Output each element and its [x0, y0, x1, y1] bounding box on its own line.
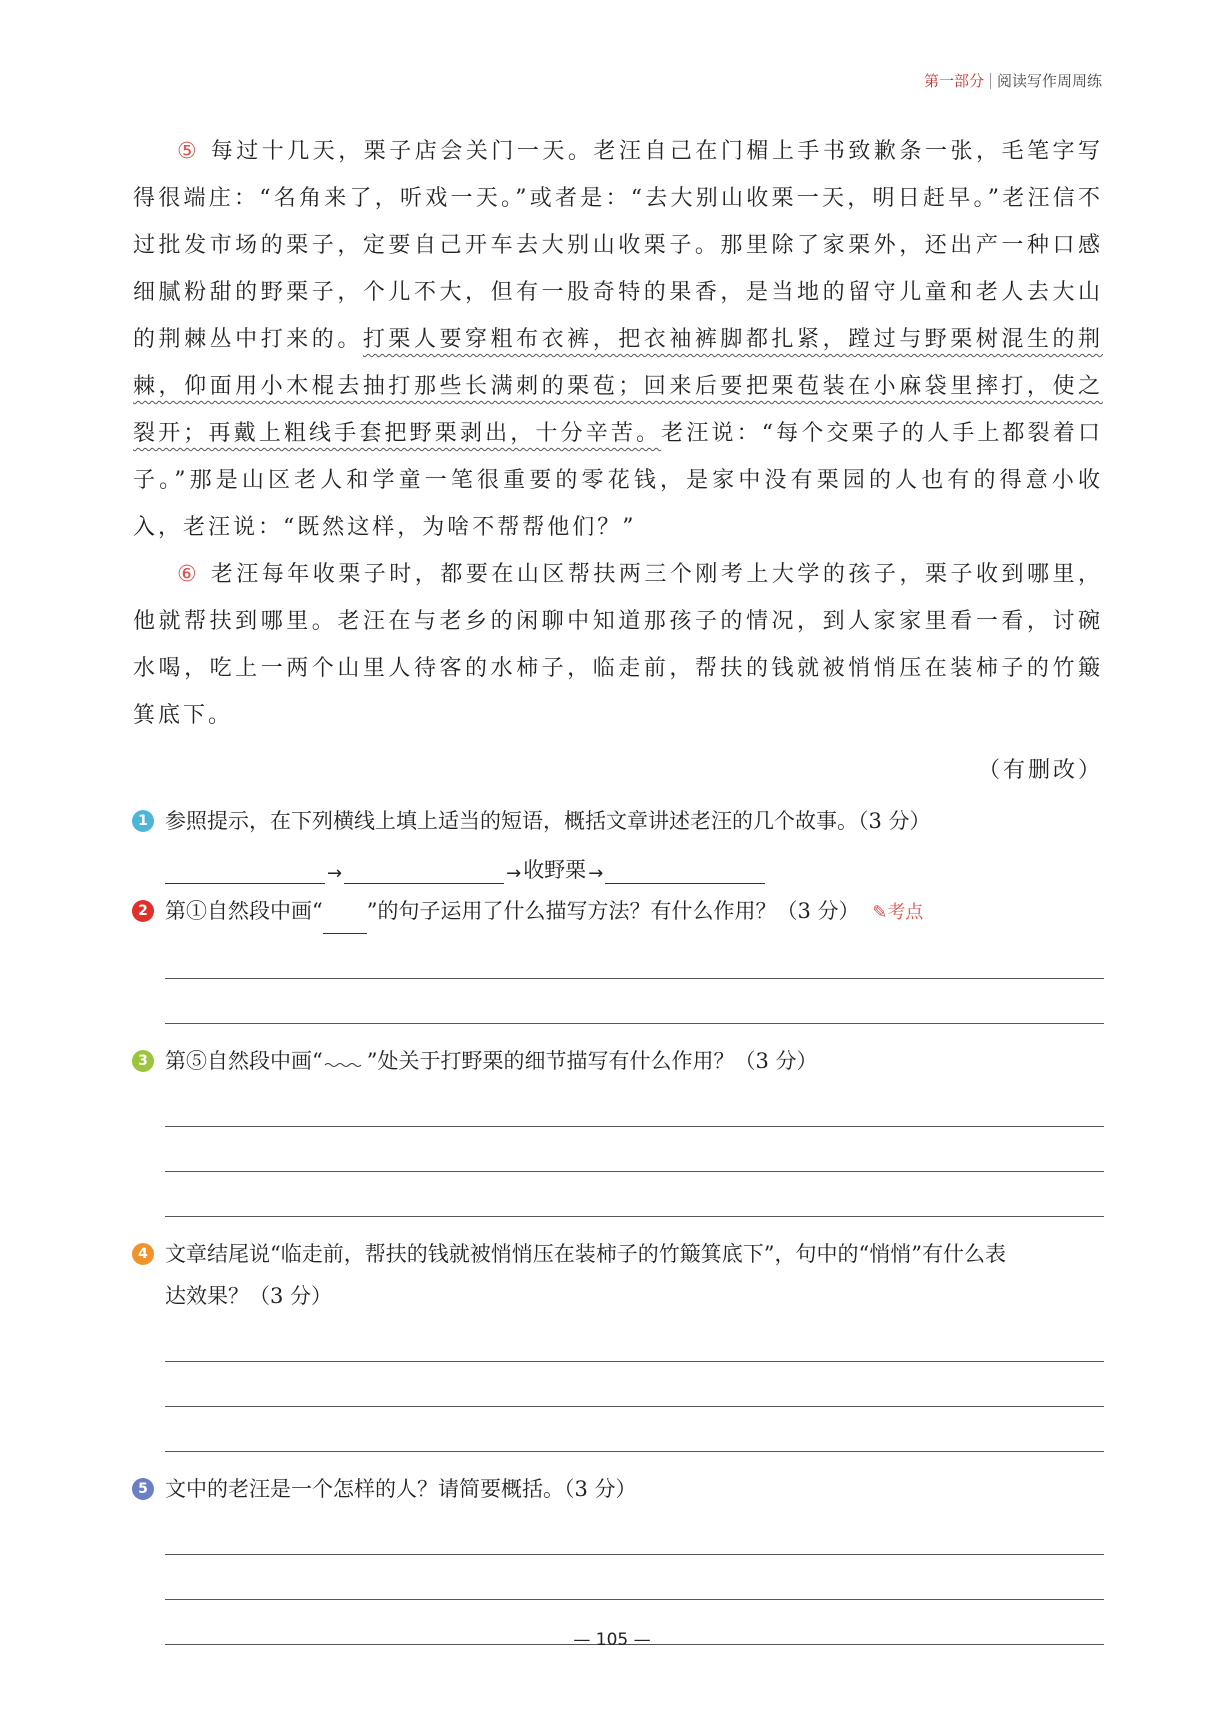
paragraph-6	[133, 551, 1103, 739]
question-4-text-b: 达效果？（3 分）	[165, 1284, 333, 1308]
question-1-blanks	[165, 842, 1104, 884]
answer-blank-3[interactable]	[605, 857, 765, 884]
question-4	[132, 1233, 1104, 1275]
question-5-badge: 5	[132, 1478, 154, 1500]
question-4-text-a: 文章结尾说“临走前，帮扶的钱就被悄悄压在装柿子的竹簸箕底下”，句中的“悄悄”有什么表	[165, 1242, 1006, 1266]
answer-line[interactable]	[165, 979, 1104, 1024]
paragraph-5	[133, 128, 1103, 551]
question-1	[132, 800, 1104, 842]
question-3-text-b: ”处关于打野栗的细节描写有什么作用？（3 分）	[366, 1049, 818, 1073]
question-3	[132, 1040, 1104, 1082]
header-part: 第一部分	[923, 72, 984, 90]
answer-line[interactable]	[165, 1317, 1104, 1362]
question-2-text-a: 第①自然段中画“	[165, 899, 323, 923]
question-1-text: 参照提示，在下列横线上填上适当的短语，概括文章讲述老汪的几个故事。（3 分）	[165, 809, 931, 833]
answer-line[interactable]	[165, 1555, 1104, 1600]
arrow-icon: →	[588, 863, 604, 884]
source-note: （有删改）	[977, 758, 1103, 783]
hint-text: 收野栗	[523, 858, 587, 882]
straight-underline-sample	[323, 911, 367, 934]
answer-line[interactable]	[165, 1127, 1104, 1172]
paragraph-number-5: ⑤	[177, 139, 201, 164]
paragraph-6-text: 老汪每年收栗子时，都要在山区帮扶两三个刚考上大学的孩子，栗子收到哪里，他就帮扶到哪里。老汪在与老乡的闲聊中知道那孩子的情况，到人家家里看一看，讨碗水喝，吃上一两个山里人待客的水柿子，临走前，帮扶的钱就被悄悄压在装柿子的竹簸箕底下。	[133, 562, 1103, 728]
wavy-underlined-sentence: 打栗人要穿粗布衣裤，把衣袖裤脚都扎紧，蹚过与野栗树混生的荆棘，仰面用小木棍去抽打那些长满刺的栗苞；回来后要把栗苞装在小麻袋里摔打，使之裂开；再戴上粗线手套把野栗剥出，十分辛苦。	[133, 327, 1103, 446]
arrow-icon: →	[327, 863, 343, 884]
question-3-text-a: 第⑤自然段中画“	[165, 1049, 323, 1073]
question-1-badge: 1	[132, 810, 154, 832]
answer-line[interactable]	[165, 1082, 1104, 1127]
paragraph-5-text-a: 每过十几天，栗子店会关门一天。老汪自己在门楣上手书致歉条一张，毛笔字写得很端庄：“名角来了，听戏一天。”或者是：“去大别山收栗一天，明日赶早。”老汪信不过批发市场的栗子，定要自己开车去大别山收栗子。那里除了家栗外，还出产一种口感细腻粉甜的野栗子，个儿不大，但有一股奇特的果香，是当地的留守儿童和老人去大山的荆棘丛中打来的。	[133, 139, 1103, 352]
question-5-text: 文中的老汪是一个怎样的人？请简要概括。（3 分）	[165, 1477, 637, 1501]
question-5	[132, 1468, 1104, 1510]
answer-line[interactable]	[165, 1362, 1104, 1407]
question-2-badge: 2	[132, 900, 154, 922]
header-divider	[990, 73, 991, 89]
answer-blank-2[interactable]	[344, 857, 504, 884]
paragraph-5-text-b: 老汪说：“每个交栗子的人手上都裂着口子。”那是山区老人和学童一笔很重要的零花钱，是家中没有栗园的人也有的得意小收入，老汪说：“既然这样，为啥不帮帮他们？”	[133, 421, 1103, 540]
answer-blank-1[interactable]	[165, 857, 325, 884]
question-4-badge: 4	[132, 1243, 154, 1265]
header-section: 阅读写作周周练	[996, 72, 1102, 90]
question-2-text-b: ”的句子运用了什么描写方法？有什么作用？（3 分）	[366, 899, 860, 923]
answer-line[interactable]	[165, 1407, 1104, 1452]
answer-line[interactable]	[165, 934, 1104, 979]
arrow-icon: →	[506, 863, 522, 884]
wavy-underline-sample	[323, 1040, 367, 1082]
paragraph-number-6: ⑥	[177, 562, 201, 587]
pencil-icon: ✎	[872, 902, 888, 923]
reading-passage	[133, 128, 1103, 791]
key-point-label: 考点	[887, 902, 924, 923]
question-2	[132, 890, 1104, 934]
answer-line[interactable]	[165, 1172, 1104, 1217]
page-number: — 105 —	[573, 1630, 651, 1650]
questions-section	[132, 800, 1104, 1645]
answer-line[interactable]	[165, 1510, 1104, 1555]
key-point-tag	[872, 902, 923, 923]
page-header	[924, 70, 1102, 91]
question-3-badge: 3	[132, 1050, 154, 1072]
